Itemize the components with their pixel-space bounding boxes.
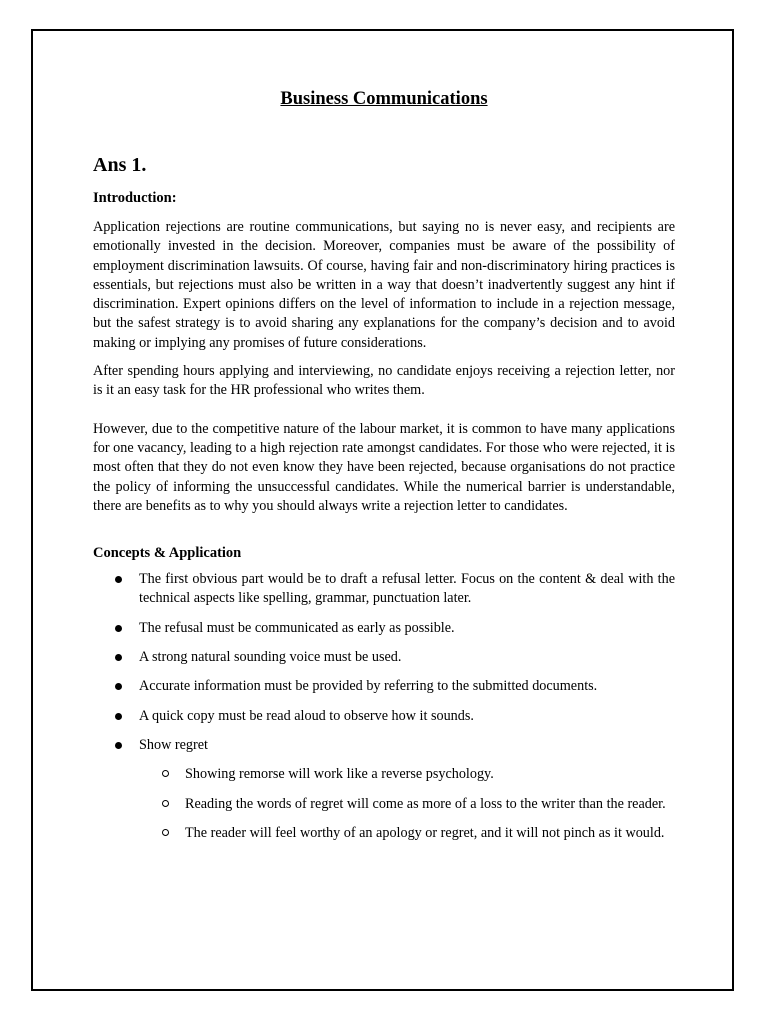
sub-list-item [139,765,675,784]
bullet-icon [115,576,122,583]
sub-list-item [139,824,675,843]
list-item [93,619,675,638]
hollow-bullet-icon [162,829,169,836]
list-item-text: A quick copy must be read aloud to observe how it sounds. [139,707,474,724]
sub-list-item-text: Showing remorse will work like a reverse psychology. [185,766,494,783]
list-item-text: The refusal must be communicated as early as possible. [139,619,455,636]
paragraph-candidates: After spending hours applying and interviewing, no candidate enjoys receiving a rejection letter, nor is it an easy task for the HR professional who writes them. [93,363,675,399]
document-body [93,86,675,853]
sub-list-item [139,795,675,814]
regret-sublist [139,765,675,843]
paragraph-labour-market: However, due to the competitive nature of the labour market, it is common to have many applications for one vacancy, leading to a high rejection rate amongst candidates. For those who were rejected, it is most often that they do not even know they have been rejected, because organisations do not practice the policy of informing the unsuccessful candidates. While the numerical barrier is understandable, there are benefits as to why you should always write a rejection letter to candidates. [93,420,675,514]
answer-heading: Ans 1. [93,154,147,176]
list-item-text: A strong natural sounding voice must be used. [139,649,402,666]
list-item [93,736,675,843]
concepts-list [93,570,675,843]
list-item [93,570,675,609]
hollow-bullet-icon [162,770,169,777]
paragraph-intro: Application rejections are routine communications, but saying no is never easy, and recipients are emotionally invested in the decision. Moreover, companies must be aware of the possibility of employment discrimination lawsuits. Of course, having fair and non-discriminatory hiring practices is essentials, but rejections must also be written in a way that doesn’t inadvertently suggest any hint if discrimination. Expert opinions differs on the level of information to include in a rejection message, but the safest strategy is to avoid sharing any explanations for the company’s decision and to avoid making or implying any promises of future considerations. [93,219,675,351]
list-item [93,707,675,726]
bullet-icon [115,742,122,749]
document-title: Business Communications [280,89,488,109]
concepts-heading: Concepts & Application [93,545,242,562]
bullet-icon [115,713,122,720]
bullet-icon [115,625,122,632]
list-item [93,648,675,667]
introduction-heading: Introduction: [93,190,177,206]
sub-list-item-text: Reading the words of regret will come as more of a loss to the writer than the reader. [185,795,666,812]
bullet-icon [115,683,122,690]
bullet-icon [115,654,122,661]
list-item-text: Show regret [139,736,208,753]
hollow-bullet-icon [162,800,169,807]
list-item [93,677,675,696]
sub-list-item-text: The reader will feel worthy of an apology or regret, and it will not pinch as it would. [185,824,665,841]
list-item-text: The first obvious part would be to draft a refusal letter. Focus on the content & deal with the technical aspects like spelling, grammar, punctuation later. [139,571,675,607]
list-item-text: Accurate information must be provided by referring to the submitted documents. [139,678,598,695]
